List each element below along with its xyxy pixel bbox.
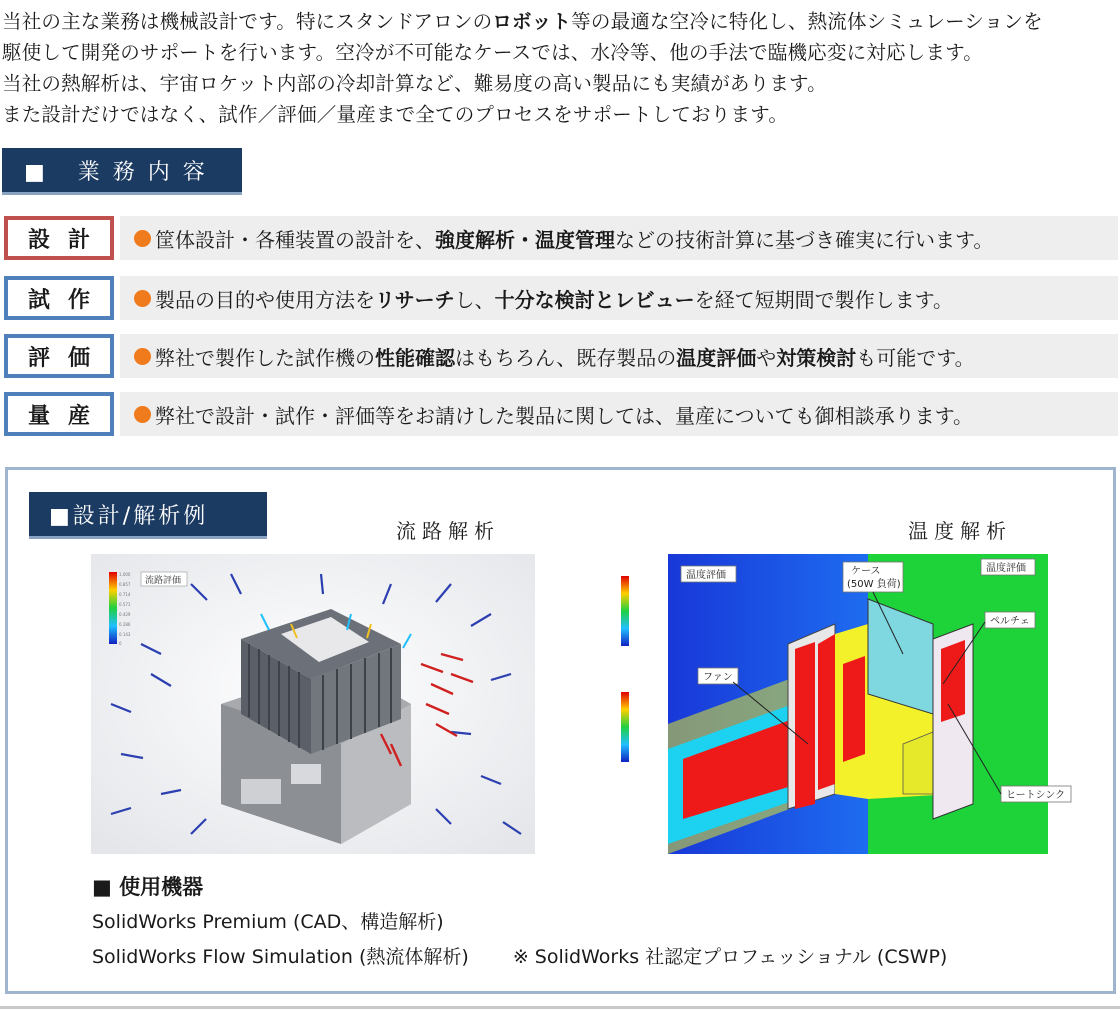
service-label-evaluation: 評 価 [4, 334, 114, 378]
flow-tag-label: 流路評価 [145, 576, 182, 586]
equipment-title: ■ 使用機器 [92, 875, 204, 899]
bottom-divider [0, 1006, 1120, 1009]
thermal-analysis-caption: 温度解析 [908, 519, 1012, 543]
bullet-icon [134, 348, 151, 365]
svg-text:0.429: 0.429 [119, 612, 131, 617]
service-row-design [4, 216, 1118, 260]
intro-line-4: また設計だけではなく、試作／評価／量産まで全てのプロセスをサポートしております。 [2, 103, 789, 126]
intro-text [2, 6, 1118, 130]
thermal-analysis-image [603, 554, 1066, 854]
thermal-tag-right: 温度評価 [986, 563, 1026, 574]
svg-text:0.286: 0.286 [119, 622, 131, 627]
cswp-note: ※ SolidWorks 社認定プロフェッショナル (CSWP) [512, 946, 948, 968]
svg-text:0.714: 0.714 [119, 592, 131, 597]
intro-line-3: 当社の熱解析は、宇宙ロケット内部の冷却計算など、難易度の高い製品にも実績があります。 [2, 72, 827, 95]
equipment-item-2: SolidWorks Flow Simulation (熱流体解析) ※ SolidWorks 社認定プロフェッショナル (CSWP) [92, 946, 948, 968]
service-desc-design: 筐体設計・各種装置の設計を、 強度解析・温度管理 などの技術計算に基づき確実に行います。 [120, 216, 1118, 260]
service-row-prototype [4, 276, 1118, 320]
section-title-services: ■ 業務内容 [2, 148, 242, 192]
examples-title: ■設計/解析例 [29, 492, 267, 536]
examples-panel [5, 467, 1116, 994]
svg-text:0.857: 0.857 [119, 582, 131, 587]
service-row-mass-production [4, 392, 1118, 436]
case-sub-label: (50W 負荷) [847, 579, 901, 590]
service-label-prototype: 試 作 [4, 276, 114, 320]
svg-text:0.143: 0.143 [119, 632, 131, 637]
fan-label: ファン [703, 672, 733, 683]
svg-text:0: 0 [119, 641, 122, 646]
flow-analysis-image [91, 554, 535, 854]
equipment-section [92, 870, 947, 975]
svg-text:1.000: 1.000 [119, 572, 131, 577]
case-label: ケース [851, 566, 881, 577]
service-label-mass-production: 量 産 [4, 392, 114, 436]
service-desc-mass-production: 弊社で設計・試作・評価等をお請けした製品に関しては、量産についても御相談承ります。 [120, 392, 1118, 436]
intro-line-1: 当社の主な業務は機械設計です。特にスタンドアロンのロボット等の最適な空冷に特化し、熱流体シミュレーションを [2, 10, 1043, 33]
service-label-design: 設 計 [4, 216, 114, 260]
bullet-icon [134, 406, 151, 423]
svg-text:0.571: 0.571 [119, 602, 131, 607]
bullet-icon [134, 230, 151, 247]
service-desc-evaluation: 弊社で製作した試作機の 性能確認 はもちろん、既存製品の 温度評価 や 対策検討 も可能です。 [120, 334, 1118, 378]
intro-line-2: 駆使して開発のサポートを行います。空冷が不可能なケースでは、水冷等、他の手法で臨機応変に対応します。 [2, 41, 983, 64]
bullet-icon [134, 290, 151, 307]
heatsink-label: ヒートシンク [1006, 790, 1066, 801]
service-desc-prototype: 製品の目的や使用方法を リサーチ し、 十分な検討とレビュー を経て短期間で製作します。 [120, 276, 1118, 320]
thermal-tag-left: 温度評価 [686, 570, 726, 581]
flow-analysis-caption: 流路解析 [396, 519, 500, 543]
service-row-evaluation [4, 334, 1118, 378]
peltier-label: ペルチェ [990, 616, 1030, 627]
equipment-item-1: SolidWorks Premium (CAD、構造解析) [92, 911, 444, 933]
